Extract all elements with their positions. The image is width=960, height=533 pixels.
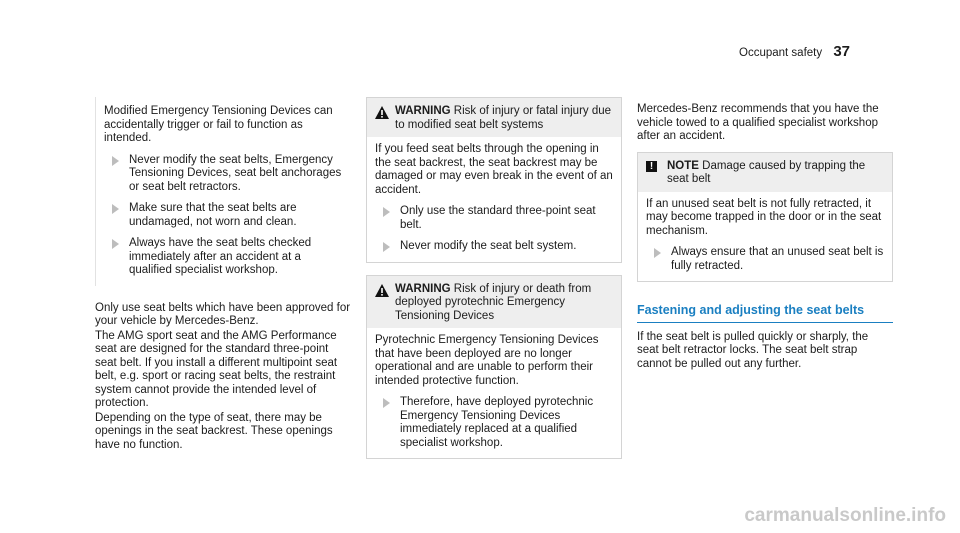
arrow-icon bbox=[383, 207, 390, 217]
section-heading: Fastening and adjusting the seat belts bbox=[637, 304, 893, 323]
warning-header bbox=[367, 98, 621, 137]
instruction-step: Make sure that the seat belts are undamaged, not worn and clean. bbox=[112, 202, 343, 229]
body-paragraph: Only use seat belts which have been approved for your vehicle by Mercedes-Benz. bbox=[95, 301, 351, 327]
instruction-step: Always ensure that an unused seat belt is fully retracted. bbox=[654, 246, 884, 273]
page-number: 37 bbox=[833, 43, 850, 60]
watermark: carmanualsonline.info bbox=[744, 505, 946, 526]
warning-triangle-icon bbox=[375, 106, 389, 119]
page-header bbox=[739, 43, 850, 60]
arrow-icon bbox=[112, 239, 119, 249]
note-body: If an unused seat belt is not fully retracted, it may become trapped in the door or in the seat mechanism. bbox=[646, 197, 882, 237]
arrow-icon bbox=[112, 156, 119, 166]
warning-box bbox=[366, 97, 622, 263]
instruction-step: Only use the standard three-point seat belt. bbox=[383, 205, 613, 232]
warning-intro: Modified Emergency Tensioning Devices can accidentally trigger or fail to function as intended. bbox=[104, 105, 333, 144]
instruction-step: Therefore, have deployed pyrotechnic Emergency Tensioning Devices immediately replaced at a qualified specialist workshop. bbox=[383, 396, 613, 450]
section-title: Occupant safety bbox=[739, 47, 823, 59]
note-label: NOTE bbox=[667, 159, 699, 172]
arrow-icon bbox=[654, 248, 661, 258]
arrow-icon bbox=[383, 242, 390, 252]
note-box bbox=[637, 152, 893, 283]
column-1 bbox=[95, 97, 351, 452]
continued-warning-box bbox=[95, 97, 351, 286]
warning-label: WARNING bbox=[395, 105, 451, 117]
warning-label: WARNING bbox=[395, 282, 451, 295]
instruction-step: Never modify the seat belts, Emergency Tensioning Devices, seat belt anchorages or seat belt retractors. bbox=[112, 154, 343, 195]
warning-header bbox=[367, 276, 621, 329]
warning-title: Risk of injury or fatal injury due to modified seat belt systems bbox=[395, 105, 612, 131]
body-paragraph: Depending on the type of seat, there may be openings in the seat backrest. These openings have no function. bbox=[95, 411, 333, 451]
warning-body: If you feed seat belts through the opening in the seat backrest, the seat backrest may be damaged or may even break in the event of an accident. bbox=[375, 143, 613, 196]
arrow-icon bbox=[112, 204, 119, 214]
instruction-step: Always have the seat belts checked immediately after an accident at a qualified specialist workshop. bbox=[112, 237, 343, 278]
arrow-icon bbox=[383, 398, 390, 408]
body-paragraph: Mercedes-Benz recommends that you have the vehicle towed to a qualified specialist workshop after an accident. bbox=[637, 103, 879, 142]
exclamation-icon: ! bbox=[646, 161, 657, 172]
warning-box bbox=[366, 275, 622, 460]
warning-body: Pyrotechnic Emergency Tensioning Devices that have been deployed are no longer operational and are unable to perform their intended protective function. bbox=[375, 334, 599, 387]
note-header bbox=[638, 153, 892, 192]
column-2 bbox=[366, 97, 622, 459]
warning-triangle-icon bbox=[375, 284, 389, 297]
body-paragraph: If the seat belt is pulled quickly or sharply, the seat belt retractor locks. The seat belt strap cannot be pulled out any further. bbox=[637, 330, 869, 370]
warning-title: Risk of injury or death from deployed pyrotechnic Emergency Tensioning Devices bbox=[395, 282, 592, 322]
instruction-step: Never modify the seat belt system. bbox=[383, 240, 613, 254]
note-title: Damage caused by trapping the seat belt bbox=[667, 159, 866, 185]
body-paragraph: The AMG sport seat and the AMG Performance seat are designed for the standard three-point seat belt. If you install a different multipoint seat belt, e.g. sport or racing seat belts, the restraint system cannot provide the intended level of protection. bbox=[95, 329, 338, 409]
column-3 bbox=[637, 103, 893, 371]
